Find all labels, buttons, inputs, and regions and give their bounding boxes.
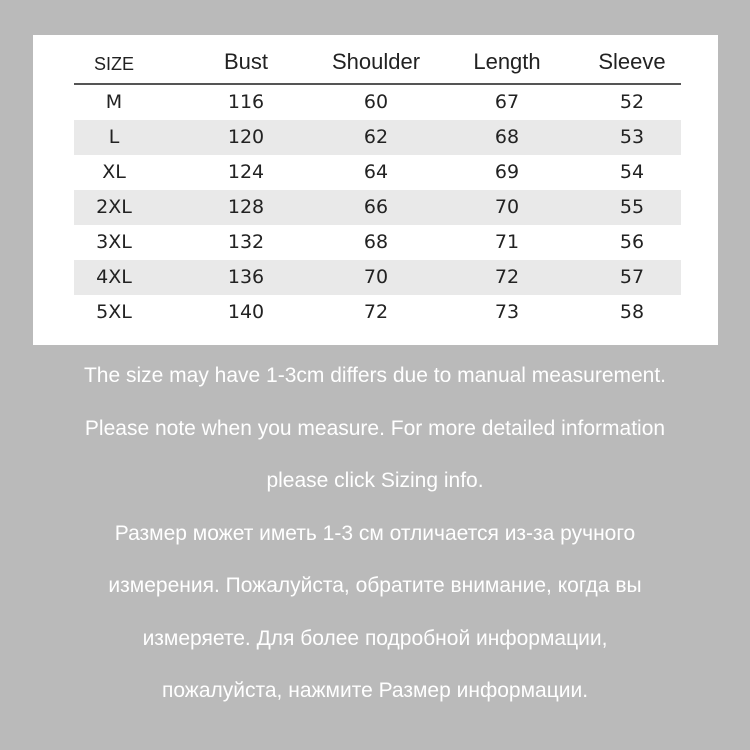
sleeve-cell: 52 [619, 91, 645, 113]
table-row [74, 260, 681, 295]
size-cell: M [105, 91, 123, 113]
note-line: пожалуйста, нажмите Размер информации. [161, 679, 589, 702]
table-row [74, 295, 681, 330]
note-line: измеряете. Для более подробной информации, [142, 626, 608, 650]
bust-cell: 124 [227, 161, 265, 183]
sleeve-cell: 58 [619, 301, 645, 323]
shoulder-cell: 70 [363, 266, 389, 288]
note-line: Размер может иметь 1-3 см отличается из-за ручного [114, 521, 636, 545]
shoulder-cell: 62 [363, 126, 389, 148]
sleeve-cell: 54 [619, 161, 645, 183]
bust-cell: 120 [227, 126, 265, 148]
table-row [74, 85, 681, 120]
shoulder-cell: 60 [363, 91, 389, 113]
header-shoulder: Shoulder [331, 49, 421, 74]
table-body [74, 85, 681, 330]
size-chart-card [33, 35, 718, 345]
bust-cell: 128 [227, 196, 265, 218]
table-row [74, 225, 681, 260]
bust-cell: 116 [227, 91, 265, 113]
header-sleeve: Sleeve [598, 49, 666, 74]
header-bust: Bust [223, 49, 269, 74]
size-cell: 5XL [96, 301, 132, 323]
size-cell: 4XL [96, 266, 132, 288]
sleeve-cell: 55 [619, 196, 645, 218]
table-row [74, 190, 681, 225]
length-cell: 68 [494, 126, 520, 148]
shoulder-cell: 66 [363, 196, 389, 218]
shoulder-cell: 68 [363, 231, 389, 253]
length-cell: 71 [494, 231, 520, 253]
size-cell: L [108, 126, 120, 148]
length-cell: 73 [494, 301, 520, 323]
shoulder-cell: 72 [363, 301, 389, 323]
sleeve-cell: 56 [619, 231, 645, 253]
sleeve-cell: 53 [619, 126, 645, 148]
table-row [74, 120, 681, 155]
size-cell: 2XL [96, 196, 132, 218]
length-cell: 69 [494, 161, 520, 183]
note-line: please click Sizing info. [266, 469, 484, 492]
measurement-notes [0, 350, 750, 718]
table-row [74, 155, 681, 190]
length-cell: 72 [494, 266, 520, 288]
note-line: измерения. Пожалуйста, обратите внимание, когда вы [108, 574, 642, 597]
bust-cell: 136 [227, 266, 265, 288]
bust-cell: 140 [227, 301, 265, 323]
size-cell: 3XL [96, 231, 132, 253]
size-chart-table [74, 43, 681, 330]
shoulder-cell: 64 [363, 161, 389, 183]
bust-cell: 132 [227, 231, 265, 253]
header-size: SIZE [93, 54, 134, 74]
length-cell: 70 [494, 196, 520, 218]
size-cell: XL [102, 161, 126, 183]
header-length: Length [473, 49, 541, 74]
note-line: The size may have 1-3cm differs due to manual measurement. [83, 364, 667, 387]
table-header-row [74, 43, 681, 85]
sleeve-cell: 57 [619, 266, 645, 288]
length-cell: 67 [494, 91, 520, 113]
note-line: Please note when you measure. For more detailed information [84, 416, 666, 440]
